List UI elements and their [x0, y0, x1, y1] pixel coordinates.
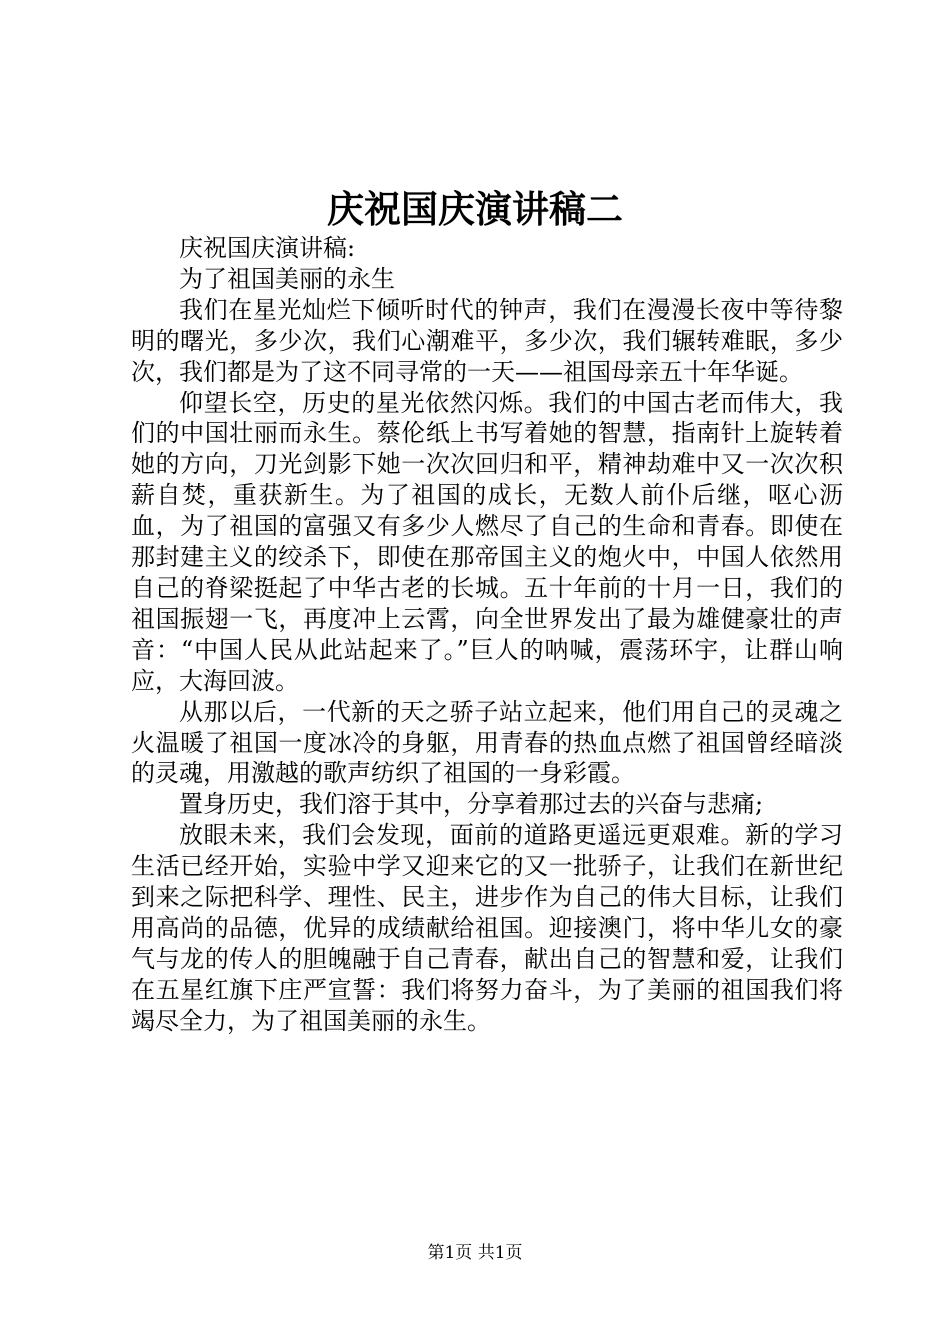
paragraph: 放眼未来，我们会发现，面前的道路更遥远更艰难。新的学习生活已经开始，实验中学又迎来它的又一批骄子，让我们在新世纪到来之际把科学、理性、民主，进步作为自己的伟大目标，让我们用高尚的品德，优异的成绩献给祖国。迎接澳门，将中华儿女的豪气与龙的传人的胆魄融于自己青春，献出自己的智慧和爱，让我们在五星红旗下庄严宣誓：我们将努力奋斗，为了美丽的祖国我们将竭尽全力，为了祖国美丽的永生。 [131, 821, 843, 1035]
document-body [131, 233, 843, 1037]
paragraph: 仰望长空，历史的星光依然闪烁。我们的中国古老而伟大，我们的中国壮丽而永生。蔡伦纸上书写着她的智慧，指南针上旋转着她的方向，刀光剑影下她一次次回归和平，精神劫难中又一次次积薪自焚，重获新生。为了祖国的成长，无数人前仆后继，呕心沥血，为了祖国的富强又有多少人燃尽了自己的生命和青春。即使在那封建主义的绞杀下，即使在那帝国主义的炮火中，中国人依然用自己的脊梁挺起了中华古老的长城。五十年前的十月一日，我们的祖国振翅一飞，再度冲上云霄，向全世界发出了最为雄健豪壮的声音：“中国人民从此站起来了。”巨人的呐喊，震荡环宇，让群山响应，大海回波。 [131, 388, 843, 695]
page-footer: 第1页 共1页 [427, 1243, 523, 1263]
document-title: 庆祝国庆演讲稿二 [327, 187, 623, 231]
paragraph-subtitle-line: 为了祖国美丽的永生 [179, 264, 395, 293]
paragraph: 置身历史，我们溶于其中，分享着那过去的兴奋与悲痛; [179, 790, 764, 819]
paragraph: 从那以后，一代新的天之骄子站立起来，他们用自己的灵魂之火温暖了祖国一度冰冷的身躯，用青春的热血点燃了祖国曾经暗淡的灵魂，用激越的歌声纺织了祖国的一身彩霞。 [131, 697, 843, 788]
paragraph: 我们在星光灿烂下倾听时代的钟声，我们在漫漫长夜中等待黎明的曙光，多少次，我们心潮难平，多少次，我们辗转难眠，多少次，我们都是为了这不同寻常的一天——祖国母亲五十年华诞。 [131, 295, 843, 386]
paragraph-heading-line: 庆祝国庆演讲稿: [179, 234, 356, 262]
